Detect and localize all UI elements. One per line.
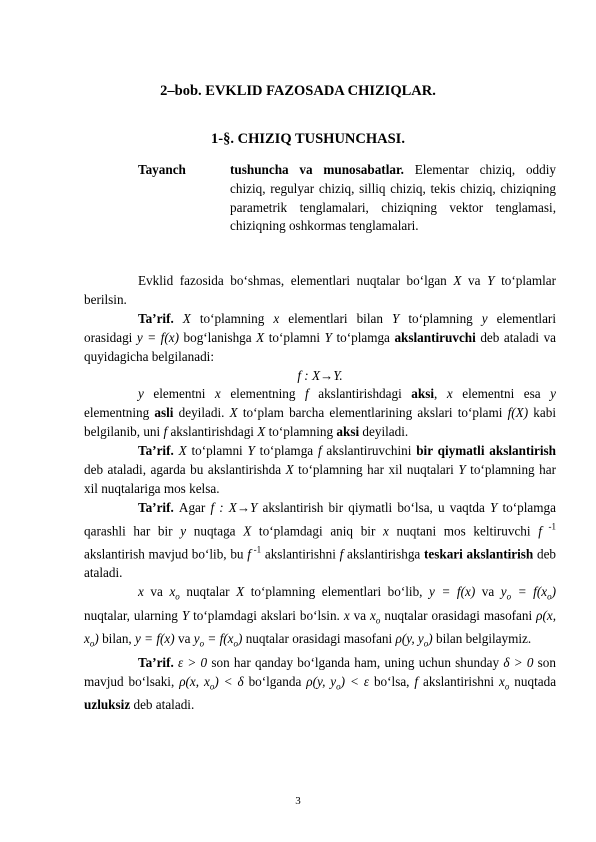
math-symbol: x xyxy=(383,523,389,539)
math-symbol: y xyxy=(180,523,187,539)
math-symbol: f : X→Y xyxy=(210,499,258,515)
text-run: to‘plamlar berilsin. xyxy=(84,273,557,307)
math-symbol: δ > 0 xyxy=(503,654,534,670)
text-run: bo‘lganda xyxy=(243,673,307,689)
text-run: akslantiruvchini xyxy=(321,443,417,459)
math-symbol: o xyxy=(175,591,180,602)
bold-term: teskari akslantirish xyxy=(424,546,534,562)
text-run: to‘plamning elementlari bo‘lib, xyxy=(244,584,430,600)
text-run: elementning xyxy=(84,405,155,421)
math-symbol: o xyxy=(504,681,510,692)
keywords-text xyxy=(230,161,556,236)
text-run: bilan, xyxy=(98,631,136,647)
body-text xyxy=(84,272,556,715)
text-run: to‘plamga qarashli har bir xyxy=(84,499,556,539)
math-symbol: ) xyxy=(94,631,99,647)
text-run: -1 xyxy=(250,545,262,556)
math-symbol: y xyxy=(550,386,556,402)
math-symbol: Y xyxy=(487,273,495,288)
math-symbol: o xyxy=(423,639,429,650)
text-run: to‘plam barcha elementlarining akslari to‘plami xyxy=(237,405,508,421)
math-symbol: x xyxy=(138,584,144,600)
math-symbol: x xyxy=(343,607,350,623)
math-symbol: o xyxy=(209,681,215,692)
math-symbol: ) < δ xyxy=(214,673,244,689)
math-symbol: ρ(y, y xyxy=(306,673,337,689)
paragraph xyxy=(84,583,556,654)
math-symbol: f xyxy=(247,546,251,562)
text-run: deb ataladi. xyxy=(84,546,557,581)
text-run: to‘plamning xyxy=(399,310,482,326)
bold-term: Ta’rif. xyxy=(138,499,179,515)
keywords-heading: tushuncha va munosabatlar. xyxy=(230,162,404,177)
math-symbol: Y xyxy=(458,462,466,478)
text-run: nuqtani mos keltiruvchi xyxy=(388,523,539,539)
bold-term: uzluksiz xyxy=(84,697,131,713)
text-run: akslantirishdagi xyxy=(167,424,258,440)
math-symbol: f xyxy=(339,546,344,562)
text-run: to‘plamdagi aniq bir xyxy=(251,523,384,539)
text-run: to‘plamni xyxy=(186,443,248,459)
section-title: 1-§. CHIZIQ TUSHUNCHASI. xyxy=(211,131,405,147)
math-symbol: o xyxy=(233,639,238,650)
keywords-label: Tayanch xyxy=(138,162,186,177)
text-run: akslantirish bir qiymatli bo‘lsa, u vaqtda xyxy=(257,499,491,515)
keywords-list: Elementar chiziq, oddiy chiziq, regulyar chiziq, silliq chiziq, tekis chiziq, chiziqning parametrik tenglamalari, chiziqning vektor tenglamasi, chiziqning oshkormas tenglamalari. xyxy=(230,162,556,234)
text-run: son mavjud bo‘lsaki, xyxy=(84,654,556,689)
math-symbol: x xyxy=(446,386,453,402)
math-symbol: y = f(x) xyxy=(136,329,179,345)
page-number: 3 xyxy=(295,795,301,807)
math-symbol: o xyxy=(199,639,205,650)
text-run: Evklid fazosida bo‘shmas, elementlari nuqtalar bo‘lgan xyxy=(138,273,454,288)
text-run: akslantirishdagi xyxy=(308,386,412,402)
math-symbol: o xyxy=(547,591,552,602)
math-symbol: ) xyxy=(238,631,243,647)
math-symbol: x xyxy=(499,673,505,689)
math-symbol: ρ(x, x xyxy=(84,607,556,647)
math-symbol: X xyxy=(256,329,265,345)
math-symbol: Y xyxy=(490,499,498,515)
text-run: nuqtada xyxy=(509,673,557,689)
text-run: elementni esa xyxy=(452,386,551,402)
math-symbol: x xyxy=(370,607,376,623)
math-symbol: y xyxy=(481,310,488,326)
math-symbol: y xyxy=(500,584,507,600)
math-symbol: o xyxy=(375,615,381,626)
paragraph xyxy=(84,654,556,715)
math-symbol: o xyxy=(89,639,95,650)
math-symbol: X xyxy=(257,424,266,440)
math-symbol: y xyxy=(138,386,144,402)
bold-term: Ta’rif. xyxy=(138,310,183,326)
math-symbol: Y xyxy=(324,329,332,345)
math-symbol: f xyxy=(163,424,168,440)
math-symbol: ) xyxy=(551,584,556,600)
math-symbol: ρ(x, x xyxy=(179,673,210,689)
text-run: deb ataladi. xyxy=(130,697,195,713)
math-symbol: f(X) xyxy=(507,405,529,421)
math-symbol: X xyxy=(178,443,187,459)
text-run: deb ataladi, agarda bu akslantirishda xyxy=(84,462,286,478)
text-run: bilan belgilaymiz. xyxy=(432,631,532,647)
math-symbol: f xyxy=(317,443,322,459)
paragraph xyxy=(84,310,556,367)
text-run: Agar xyxy=(178,499,211,515)
text-run: nuqtalar xyxy=(179,584,237,600)
text-run: va xyxy=(461,273,488,288)
text-run: va xyxy=(475,584,501,600)
math-symbol: f xyxy=(538,523,542,539)
text-run: to‘plamning har xil nuqtalariga mos kelsa. xyxy=(84,462,556,496)
text-run: elementni xyxy=(143,386,215,402)
text-run: deyiladi. xyxy=(359,424,409,440)
text-run: elementlari orasidagi xyxy=(84,310,556,345)
bold-term: akslantiruvchi xyxy=(394,329,476,345)
math-symbol: Y xyxy=(247,443,255,459)
paragraph xyxy=(84,385,556,442)
text-run: bo‘lsa, xyxy=(369,673,415,689)
text-run: to‘plamdagi akslari bo‘lsin. xyxy=(189,607,344,623)
text-run: nuqtalar orasidagi masofani xyxy=(242,631,396,647)
text-run: nuqtaga xyxy=(186,523,244,539)
math-symbol: ε > 0 xyxy=(178,654,208,670)
text-run: nuqtalar, ularning xyxy=(84,607,182,623)
math-symbol: f xyxy=(305,386,309,402)
text-run: deyiladi. xyxy=(173,405,230,421)
bold-term: asli xyxy=(154,405,174,421)
math-symbol: X xyxy=(229,405,238,421)
math-symbol: = f(x xyxy=(511,584,548,600)
math-symbol: Y xyxy=(391,310,400,326)
text-run: akslantirishni xyxy=(261,546,340,562)
math-symbol: X xyxy=(243,523,252,539)
paragraph xyxy=(84,442,556,499)
math-symbol: f xyxy=(414,673,419,689)
math-symbol: Y xyxy=(181,607,190,623)
text-run: elementlari bilan xyxy=(279,310,392,326)
paragraph xyxy=(84,499,556,583)
text-run: bog‘lanishga xyxy=(178,329,257,345)
math-symbol: y = f(x) xyxy=(135,631,175,647)
text-run: va xyxy=(143,584,170,600)
text-run: to‘plamni xyxy=(264,329,325,345)
text-run: deb ataladi va quyidagicha belgilanadi: xyxy=(84,329,557,364)
math-symbol: ) < xyxy=(340,673,359,689)
math-symbol: x xyxy=(169,584,176,600)
text-run: to‘plamga xyxy=(331,329,395,345)
text-run: akslantirishni xyxy=(418,673,500,689)
math-symbol: x xyxy=(273,310,280,326)
math-symbol: f : X→Y. xyxy=(297,367,343,383)
text-run: va xyxy=(174,631,194,647)
math-symbol: ) xyxy=(428,631,433,647)
text-run: to‘plamga xyxy=(254,443,318,459)
bold-term: aksi xyxy=(411,386,435,402)
math-symbol: o xyxy=(506,591,512,602)
bold-term: Ta’rif. xyxy=(138,443,179,459)
text-run: to‘plamning har xil nuqtalari xyxy=(293,462,459,478)
math-symbol: X xyxy=(453,273,462,288)
text-run: , xyxy=(434,386,447,402)
text-run: va xyxy=(349,607,371,623)
math-symbol: X xyxy=(236,584,245,600)
math-symbol: ρ(y, y xyxy=(395,631,424,647)
math-symbol: X xyxy=(285,462,294,478)
math-symbol: y = f(x) xyxy=(429,584,476,600)
math-symbol: o xyxy=(336,681,341,692)
text-run: akslantirishga xyxy=(343,546,424,562)
math-symbol: X xyxy=(182,310,191,326)
text-run: to‘plamning xyxy=(190,310,274,326)
text-run: -1 xyxy=(541,521,557,532)
bold-term: aksi xyxy=(336,424,360,440)
math-symbol: ε xyxy=(363,673,370,689)
math-symbol: = f(x xyxy=(204,631,234,647)
text-run: akslantirish mavjud bo‘lib, bu xyxy=(84,546,248,562)
text-run: nuqtalar orasidagi masofani xyxy=(380,607,537,623)
paragraph xyxy=(84,367,556,386)
text-run: elementning xyxy=(220,386,306,402)
bold-term: Ta’rif. xyxy=(138,654,178,670)
math-symbol: x xyxy=(214,386,221,402)
math-symbol: y xyxy=(193,631,200,647)
bold-term: bir qiymatli akslantirish xyxy=(416,443,557,459)
text-run: kabi belgilanib, uni xyxy=(84,405,557,440)
paragraph xyxy=(84,272,556,310)
text-run: son har qanday bo‘lganda ham, uning uchun shunday xyxy=(207,654,504,670)
text-run: to‘plamning xyxy=(265,424,337,440)
chapter-title: 2–bob. EVKLID FAZOSADA CHIZIQLAR. xyxy=(160,83,436,99)
